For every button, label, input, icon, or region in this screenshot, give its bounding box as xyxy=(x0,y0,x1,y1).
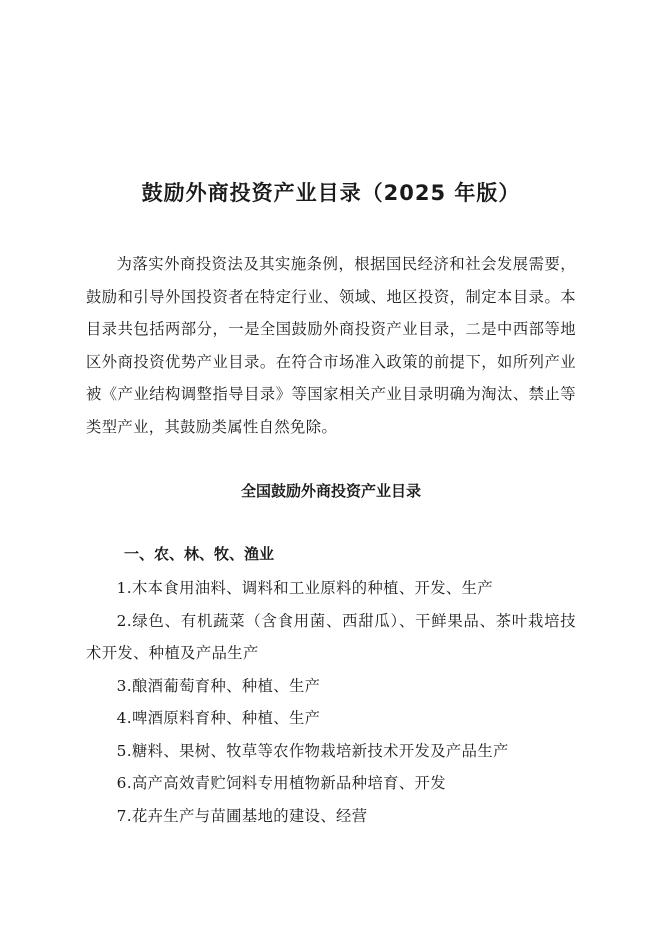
section-heading: 一、农、林、牧、渔业 xyxy=(124,545,275,563)
intro-text: 为落实外商投资法及其实施条例，根据国民经济和社会发展需要，鼓励和引导外国投资者在特定行业、领域、地区投资，制定本目录。本目录共包括两部分，一是全国鼓励外商投资产业目录，二是中西部等地区外商投资优势产业目录。在符合市场准入政策的前提下，如所列产业被《产业结构调整指导目录》等国家相关产业目录明确为淘汰、禁止等类型产业，其鼓励类属性自然免除。 xyxy=(86,255,576,436)
list-item: 1.木本食用油料、调料和工业原料的种植、开发、生产 xyxy=(116,579,494,597)
intro-paragraph xyxy=(86,248,576,443)
list-item: 6.高产高效青贮饲料专用植物新品种培育、开发 xyxy=(116,774,446,792)
list-item: 7.花卉生产与苗圃基地的建设、经营 xyxy=(116,806,368,825)
list-item: 2.绿色、有机蔬菜（含食用菌、西甜瓜）、干鲜果品、茶叶栽培技术开发、种植及产品生产 xyxy=(86,611,576,662)
catalog-subtitle: 全国鼓励外商投资产业目录 xyxy=(240,482,421,500)
item-list xyxy=(86,572,576,832)
list-item: 3.酿酒葡萄育种、种植、生产 xyxy=(116,676,321,695)
document-title: 鼓励外商投资产业目录（2025 年版） xyxy=(141,181,521,205)
list-item: 4.啤酒原料育种、种植、生产 xyxy=(116,709,321,727)
list-item: 5.糖料、果树、牧草等农作物栽培新技术开发及产品生产 xyxy=(116,741,509,760)
